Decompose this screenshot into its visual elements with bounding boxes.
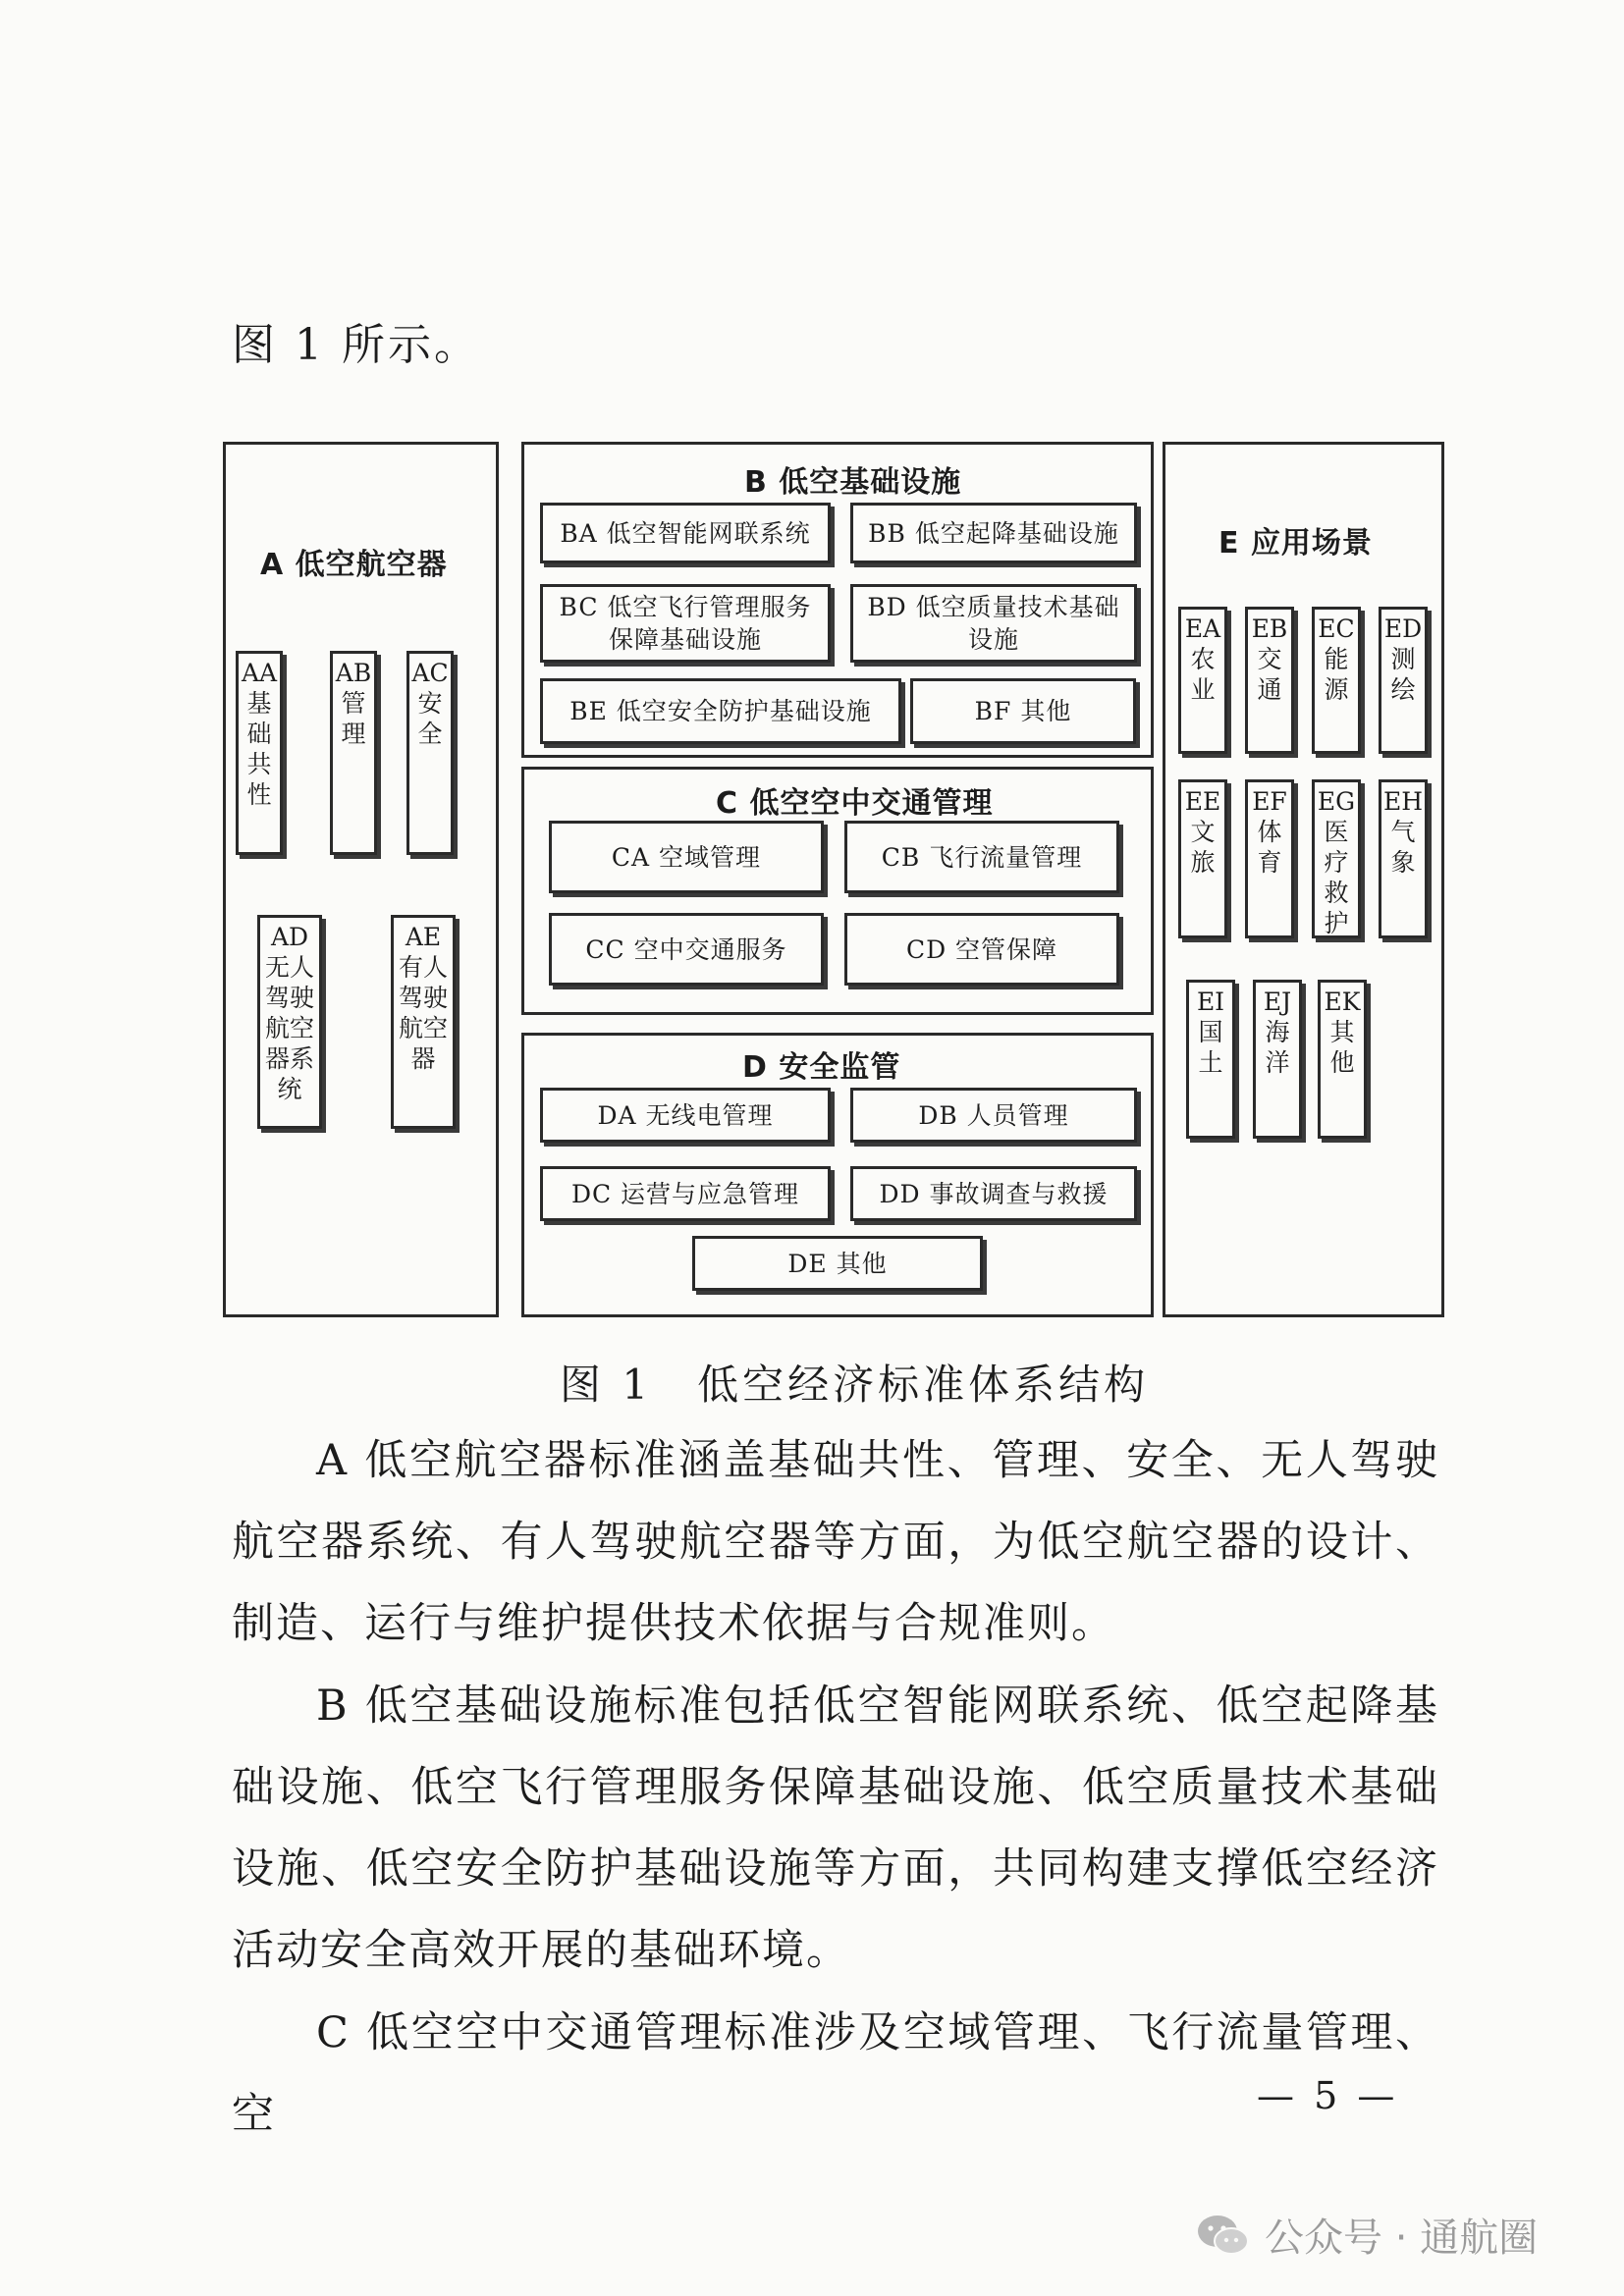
node-ea — [1178, 607, 1227, 754]
wechat-icon — [1196, 2214, 1251, 2257]
section-b-title: B 低空基础设施 — [744, 465, 962, 500]
node-ea-name: 农业 — [1190, 645, 1216, 704]
node-ad-name: 无人驾驶航空器系统 — [264, 953, 314, 1103]
node-aa-code: AA — [241, 659, 278, 687]
node-ab-name: 管理 — [341, 689, 366, 748]
node-eh — [1379, 779, 1428, 938]
node-ac-code: AC — [411, 659, 449, 687]
node-ek — [1318, 980, 1367, 1139]
node-ac-name: 安全 — [417, 689, 443, 748]
node-bb: BB 低空起降基础设施 — [850, 503, 1137, 563]
node-bc-line1: BC 低空飞行管理服务 — [559, 593, 812, 621]
node-dc: DC 运营与应急管理 — [540, 1166, 831, 1221]
node-ek-name: 其他 — [1329, 1018, 1355, 1077]
node-de: DE 其他 — [692, 1236, 983, 1291]
node-ba: BA 低空智能网联系统 — [540, 503, 831, 563]
node-bc-line2: 保障基础设施 — [608, 625, 762, 654]
node-ei-name: 国土 — [1198, 1018, 1223, 1077]
node-ej-name: 海洋 — [1265, 1018, 1290, 1077]
node-cc: CC 空中交通服务 — [549, 913, 824, 986]
node-aa — [236, 651, 283, 855]
node-be: BE 低空安全防护基础设施 — [540, 678, 901, 744]
node-ac — [406, 651, 454, 855]
node-eh-code: EH — [1382, 787, 1424, 816]
section-c-title: C 低空空中交通管理 — [716, 786, 994, 821]
node-eg-code: EG — [1317, 787, 1356, 816]
node-bd-line1: BD 低空质量技术基础 — [867, 593, 1120, 621]
node-ei-code: EI — [1196, 988, 1225, 1016]
watermark-text: 公众号 · 通航圈 — [1265, 2216, 1539, 2261]
node-ef-code: EF — [1252, 787, 1287, 816]
section-a-title: A 低空航空器 — [260, 548, 448, 582]
figure-caption: 图 1 低空经济标准体系结构 — [560, 1361, 1150, 1409]
node-ae-name: 有人驾驶航空器 — [398, 953, 448, 1073]
node-db: DB 人员管理 — [850, 1088, 1137, 1143]
node-ab — [330, 651, 377, 855]
node-aa-name: 基础共性 — [246, 689, 272, 809]
node-ej-code: EJ — [1263, 988, 1292, 1016]
node-eg — [1312, 779, 1361, 938]
node-dd: DD 事故调查与救援 — [850, 1166, 1137, 1221]
section-d-title: D 安全监管 — [742, 1050, 901, 1085]
node-eg-name: 医疗救护 — [1324, 818, 1349, 937]
node-da: DA 无线电管理 — [540, 1088, 831, 1143]
node-ea-code: EA — [1184, 614, 1221, 643]
node-ae — [391, 915, 456, 1129]
node-ae-code: AE — [405, 923, 442, 951]
node-ej — [1253, 980, 1302, 1139]
node-ek-code: EK — [1324, 988, 1361, 1016]
node-ee — [1178, 779, 1227, 938]
paragraph-b: B 低空基础设施标准包括低空智能网联系统、低空起降基础设施、低空飞行管理服务保障基础设施、低空质量技术基础设施、低空安全防护基础设施等方面，共同构建支撑低空经济活动安全高效开展的基础环境。 — [232, 1682, 1439, 1975]
node-bf: BF 其他 — [910, 678, 1136, 744]
node-eb-code: EB — [1251, 614, 1288, 643]
node-ef-name: 体育 — [1257, 818, 1282, 877]
node-bc — [540, 584, 831, 663]
node-ad-code: AD — [270, 923, 309, 951]
node-ed-code: ED — [1383, 614, 1423, 643]
intro-text: 图 1 所示。 — [232, 320, 480, 370]
node-ee-code: EE — [1184, 787, 1221, 816]
node-ec — [1312, 607, 1361, 754]
node-ec-name: 能源 — [1324, 645, 1349, 704]
node-cd: CD 空管保障 — [844, 913, 1119, 986]
node-bd — [850, 584, 1137, 663]
watermark — [1196, 2207, 1538, 2263]
section-e-title: E 应用场景 — [1218, 526, 1373, 561]
node-ec-code: EC — [1318, 614, 1355, 643]
page-number: — 5 — — [1257, 2074, 1399, 2117]
paragraph-a: A 低空航空器标准涵盖基础共性、管理、安全、无人驾驶航空器系统、有人驾驶航空器等方面，为低空航空器的设计、制造、运行与维护提供技术依据与合规准则。 — [232, 1436, 1439, 1648]
node-ef — [1245, 779, 1294, 938]
node-ed-name: 测绘 — [1390, 645, 1416, 704]
paragraph-c: C 低空空中交通管理标准涉及空域管理、飞行流量管理、空 — [232, 2008, 1439, 2139]
node-ad — [257, 915, 322, 1129]
node-bd-line2: 设施 — [967, 625, 1019, 654]
node-eh-name: 气象 — [1390, 818, 1416, 877]
node-ee-name: 文旅 — [1190, 818, 1216, 877]
node-eb-name: 交通 — [1257, 645, 1282, 704]
node-eb — [1245, 607, 1294, 754]
node-ei — [1186, 980, 1235, 1139]
node-ab-code: AB — [335, 659, 372, 687]
node-ed — [1379, 607, 1428, 754]
node-cb: CB 飞行流量管理 — [844, 821, 1119, 893]
node-ca: CA 空域管理 — [549, 821, 824, 893]
